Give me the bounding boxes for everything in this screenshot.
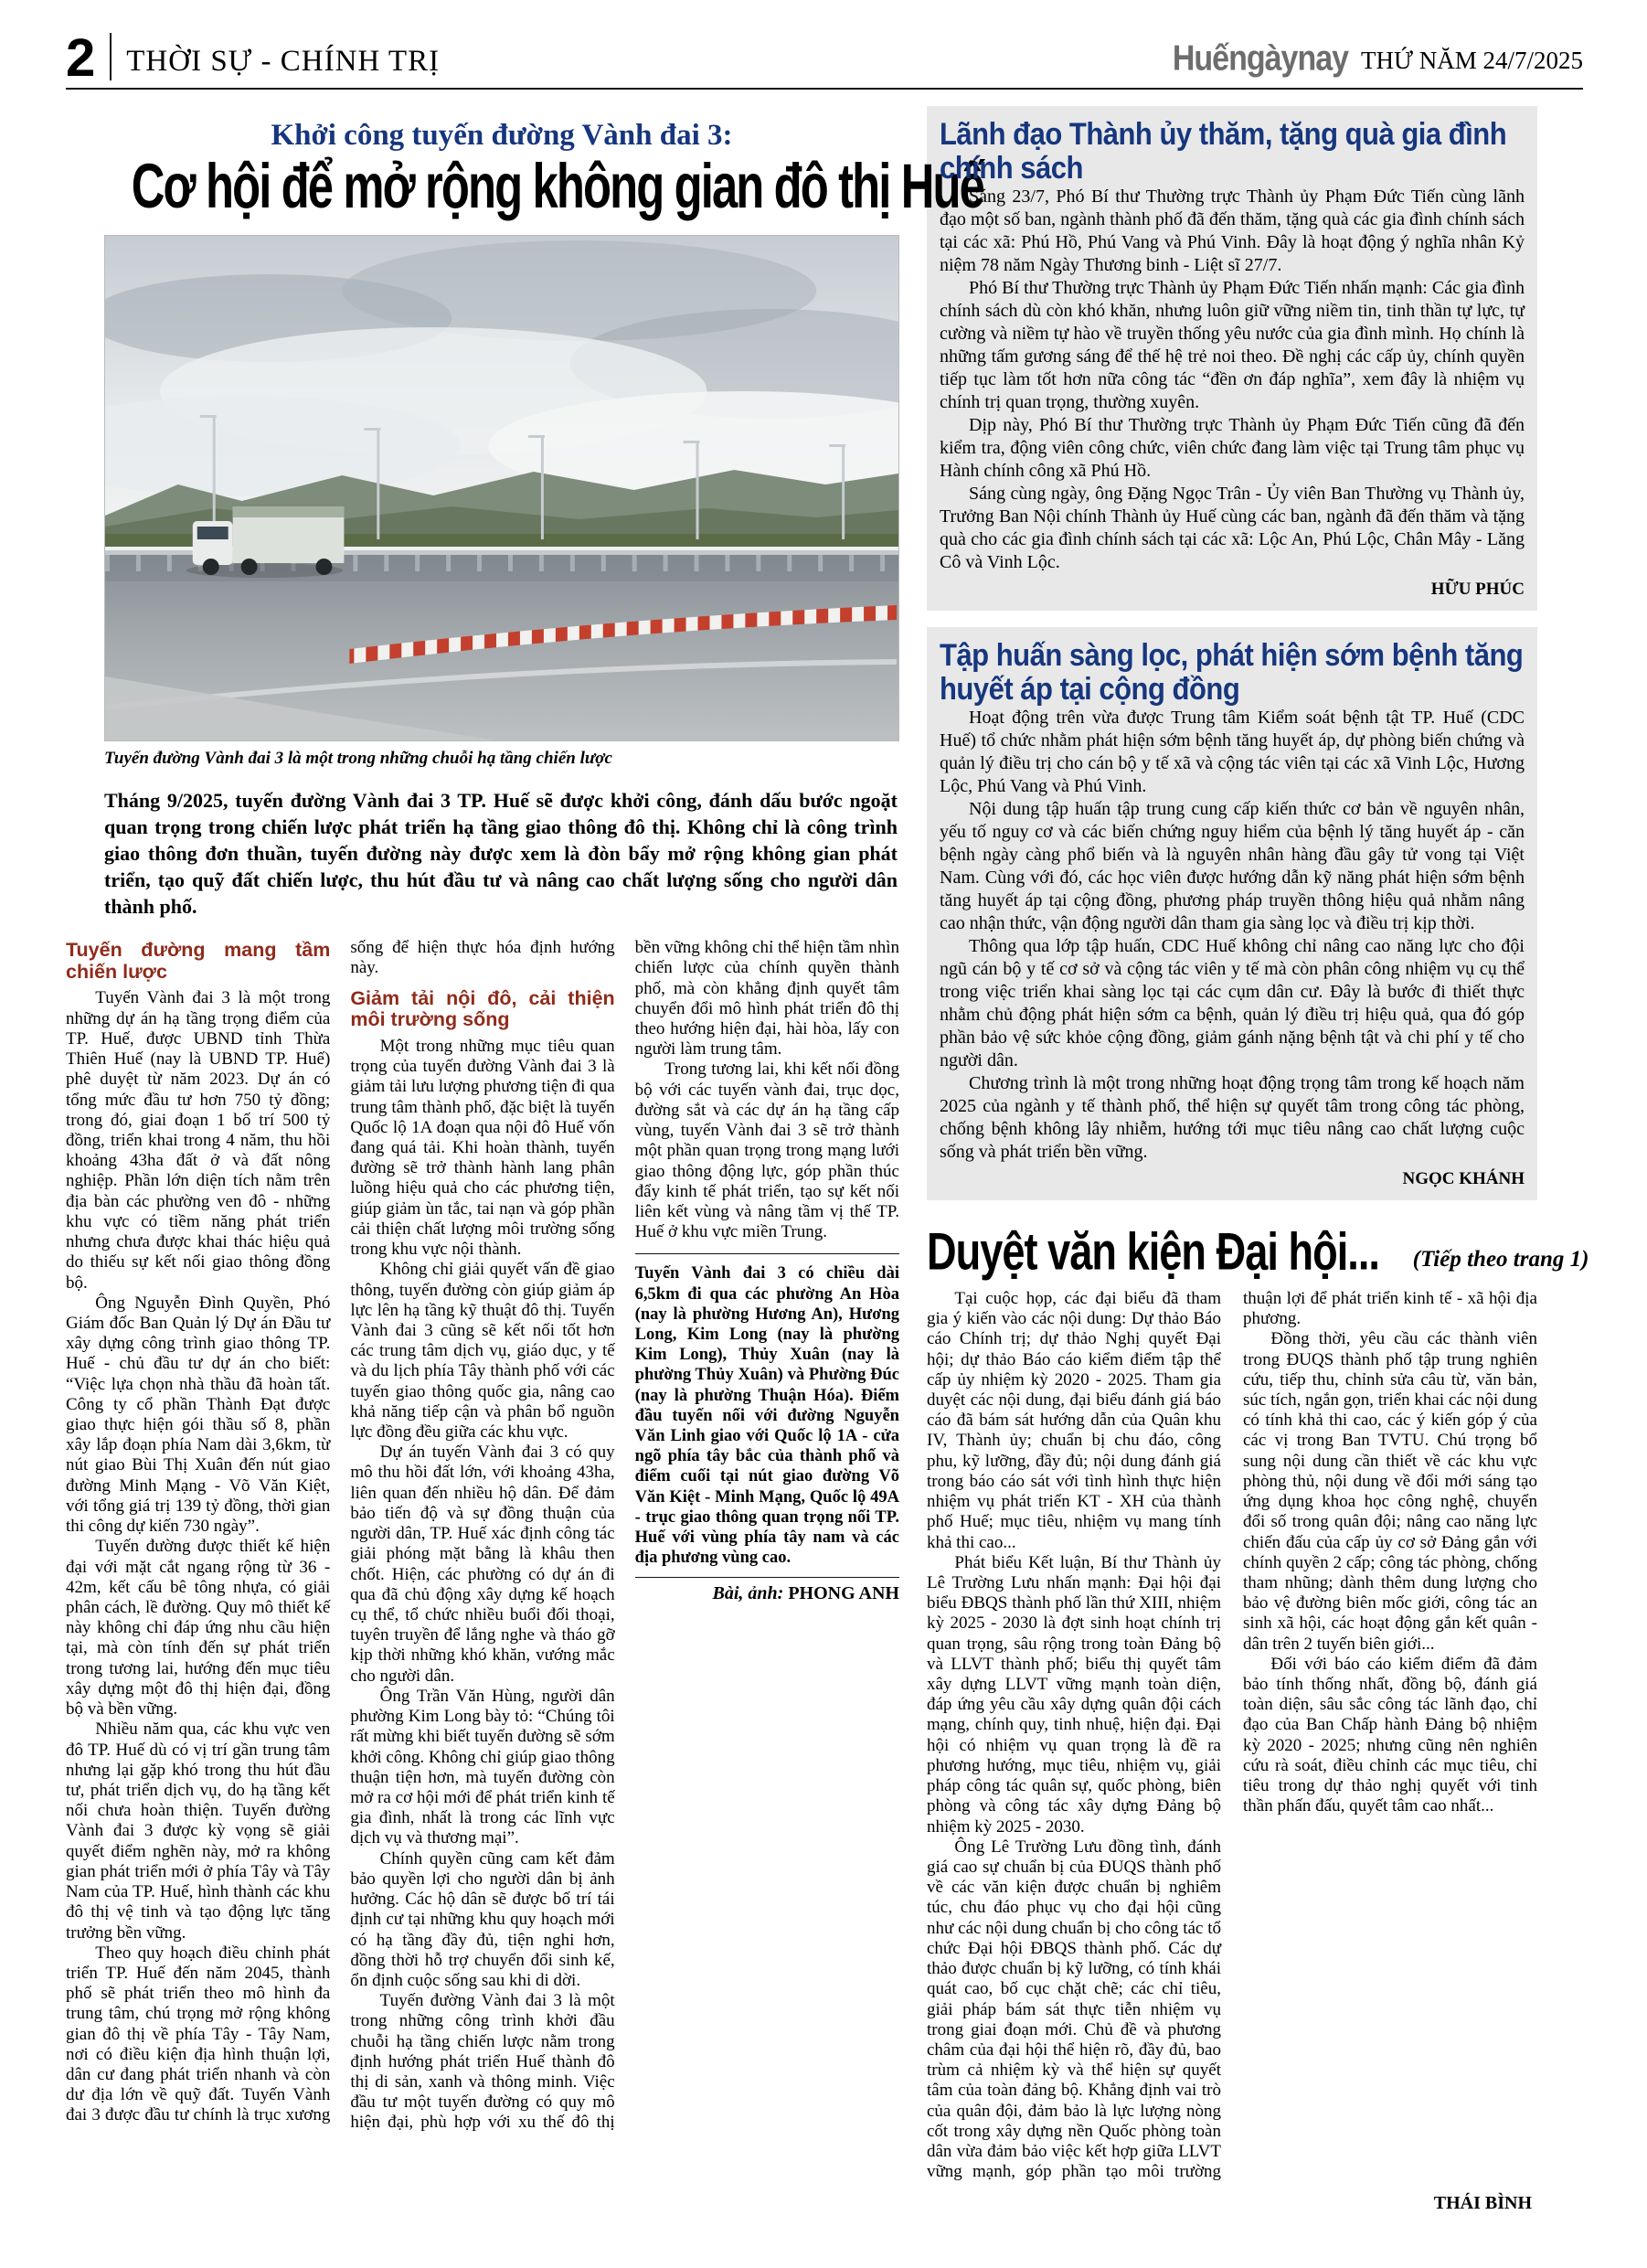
- continued-article-title: Duyệt văn kiện Đại hội...: [927, 1221, 1380, 1281]
- page-header: [66, 27, 1583, 90]
- right-rail: [927, 106, 1589, 2214]
- news-brief-2-title: Tập huấn sàng lọc, phát hiện sớm bệnh tăng huyết áp tại cộng đồng: [940, 636, 1524, 708]
- article-subhead-1: Tuyến đường mang tầm chiến lược: [66, 939, 331, 983]
- news-brief-1-title: Lãnh đạo Thành ủy thăm, tặng quà gia đình chính sách: [940, 115, 1507, 186]
- article-body: [66, 938, 899, 2149]
- news-brief-1: [927, 106, 1537, 611]
- news-brief-2: [927, 627, 1537, 1200]
- masthead-logo: Huếngàynay: [1172, 38, 1349, 79]
- route-fact-box: Tuyến Vành đai 3 có chiều dài 6,5km đi qua các phường An Hòa (nay là phường Hương An), Hương Long, Kim Long (nay là phường Kim Long), Thủy Xuân (nay là phường Thủy Xuân) và Phường Đúc (nay là phường Thuận Hóa). Điểm đầu tuyến nối với đường Nguyễn Văn Linh giao với Quốc lộ 1A - cửa ngõ phía tây bắc của thành phố và điểm cuối tại nút giao đường Võ Văn Kiệt - Minh Mạng, Quốc lộ 49A - trục giao thông quan trọng nối TP. Huế với vùng phía tây nam và các địa phương vùng cao.: [635, 1253, 899, 1568]
- header-left: [66, 27, 441, 88]
- road-photo: [104, 235, 899, 741]
- continued-article: [927, 1221, 1589, 2214]
- byline-author: PHONG ANH: [788, 1583, 899, 1604]
- article-paragraphs-1: Tuyến Vành đai 3 là một trong những dự án hạ tầng trọng điểm của TP. Huế, được UBND tỉnh Thừa Thiên Huế (nay là UBND TP. Huế) phê duyệt từ năm 2023. Dự án có tổng mức đầu tư hơn 750 tỷ đồng; trong đó, giai đoạn 1 bố trí 500 tỷ đồng, triển khai trong 4 năm, thu hồi khoảng 43ha đất ở và đất nông nghiệp. Phần lớn diện tích nằm trên địa bàn các phường ven đô - những khu vực có tiềm năng phát triển nhưng chưa được khai thác hiệu quả do thiếu sự kết nối giao thông đồng bộ. Ông Nguyễn Đình Quyền, Phó Giám đốc Ban Quản lý Dự án Đầu tư xây dựng công trình giao thông TP. Huế - chủ đầu tư dự án cho biết: “Việc lựa chọn nhà thầu đã hoàn tất. Công ty cổ phần Thành Đạt được giao thực hiện gói thầu số 8, phần xây lắp đoạn phía Nam dài 3,6km, từ nút giao Bùi Thị Xuân đến nút giao đường Minh Mạng - Võ Văn Kiệt, với tổng giá trị 139 tỷ đồng, thời gian thi công dự kiến 730 ngày”. Tuyến đường được thiết kế hiện đại với mặt cắt ngang rộng từ 36 - 42m, kết cấu bê tông nhựa, có giải phân cách, lề đường. Quy mô thiết kế này không chỉ đáp ứng nhu cầu hiện tại, mà còn tính đến sự phát triển trong tương lai, hướng đến mục tiêu xây dựng một đô thị hiện đại, đồng bộ và bền vững. Nhiều năm qua, các khu vực ven đô TP. Huế dù có vị trí gần trung tâm nhưng lại gặp khó trong thu hút đầu tư, phát triển dịch vụ, do hạ tầng kết nối chưa hoàn thiện. Tuyến đường Vành đai 3 được kỳ vọng sẽ giải quyết điểm nghẽn này, mở ra không gian phát triển mới ở phía Tây và Tây Nam của TP. Huế, hình thành các khu đô thị vệ tinh và tạo động lực tăng trưởng bền vững. Theo quy hoạch điều chỉnh phát triển TP. Huế đến năm 2045, thành phố sẽ phát triển theo mô hình đa trung tâm, chú trọng mở rộng không gian đô thị về phía Tây - Tây Nam, nơi có điều kiện địa hình thuận lợi, dân cư đang phát triển nhanh và còn dư địa lớn về quỹ đất. Tuyến Vành đai 3 được đầu tư chính là trục xương sống để hiện thực hóa định hướng này.: [66, 938, 615, 2125]
- continued-from-note: (Tiếp theo trang 1): [1412, 1246, 1589, 1272]
- page-number: 2: [66, 27, 96, 88]
- article-lead: Tháng 9/2025, tuyến đường Vành đai 3 TP. Huế sẽ được khởi công, đánh dấu bước ngoặt quan trọng trong chiến lược phát triển hạ tầng giao thông đô thị. Không chỉ là công trình giao thông đơn thuần, tuyến đường này được xem là đòn bẩy mở rộng không gian phát triển, tạo quỹ đất chiến lược, thu hút đầu tư và nâng cao chất lượng sống cho người dân thành phố.: [104, 789, 898, 919]
- issue-date: THỨ NĂM 24/7/2025: [1361, 47, 1583, 74]
- article-paragraphs-2: Một trong những mục tiêu quan trọng của tuyến đường Vành đai 3 là giảm tải lưu lượng phương tiện đi qua trung tâm thành phố, đặc biệt là tuyến Quốc lộ 1A đoạn qua nội đô Huế vốn đang quá tải. Khi hoàn thành, tuyến đường sẽ trở thành hành lang phân luồng hiệu quả cho các phương tiện, giúp giảm ùn tắc, tai nạn và góp phần cải thiện chất lượng môi trường sống trong khu vực nội thành. Không chỉ giải quyết vấn đề giao thông, tuyến đường còn giúp giảm áp lực lên hạ tầng kỹ thuật đô thị. Tuyến Vành đai 3 cũng sẽ kết nối tốt hơn các trung tâm dịch vụ, giáo dục, y tế và du lịch phía Tây thành phố với các tuyến giao thông quốc gia, nâng cao khả năng tiếp cận và phân bổ nguồn lực đồng đều giữa các khu vực. Dự án tuyến Vành đai 3 có quy mô thu hồi đất lớn, với khoảng 43ha, liên quan đến nhiều hộ dân. Để đảm bảo tiến độ và sự đồng thuận của người dân, TP. Huế xác định công tác giải phóng mặt bằng là khâu then chốt. Hiện, các phường có dự án đi qua đã chủ động xây dựng kế hoạch cụ thể, tổ chức nhiều buổi đối thoại, tuyên truyền để lắng nghe và tháo gỡ kịp thời những khó khăn, vướng mắc cho người dân. Ông Trần Văn Hùng, người dân phường Kim Long bày tỏ: “Chúng tôi rất mừng khi biết tuyến đường sẽ sớm khởi công. Không chỉ giúp giao thông thuận tiện hơn, mà tuyến đường còn mở ra cơ hội mới để phát triển kinh tế gia đình, nhất là trong các lĩnh vực dịch vụ và thương mại”. Chính quyền cũng cam kết đảm bảo quyền lợi cho người dân bị ảnh hưởng. Các hộ dân sẽ được bố trí tái định cư tại những khu quy hoạch mới có hạ tầng đầy đủ, tiện nghi hơn, đồng thời hỗ trợ chuyển đổi sinh kế, ổn định cuộc sống sau khi di dời. Tuyến đường Vành đai 3 là một trong những công trình khởi đầu chuỗi hạ tầng chiến lược nằm trong định hướng phát triển Huế thành đô thị di sản, xanh và thông minh. Việc đầu tư một tuyến đường có quy mô hiện đại, phù hợp với xu thế đô thị bền vững không chỉ thể hiện tầm nhìn chiến lược của chính quyền thành phố, mà còn khẳng định quyết tâm chuyển đổi mô hình phát triển đô thị theo hướng hiện đại, hài hòa, lấy con người làm trung tâm. Trong tương lai, khi kết nối đồng bộ với các tuyến vành đai, trục dọc, đường sắt và các dự án hạ tầng cấp vùng, tuyến Vành đai 3 sẽ trở thành một phần quan trọng trong mạng lưới giao thông động lực, góp phần thúc đẩy kinh tế phát triển, tạo sự kết nối liên kết vùng và nâng tầm vị thế TP. Huế ở khu vực miền Trung.: [350, 938, 899, 2133]
- news-brief-1-body: Sáng 23/7, Phó Bí thư Thường trực Thành ủy Phạm Đức Tiến cùng lãnh đạo một số ban, ngành thành phố đã đến thăm, tặng quà các gia đình chính sách tại các xã: Phú Hồ, Phú Vang và Phú Vinh. Đây là hoạt động ý nghĩa nhân Kỷ niệm 78 năm Ngày Thương binh - Liệt sĩ 27/7. Phó Bí thư Thường trực Thành ủy Phạm Đức Tiến nhấn mạnh: Các gia đình chính sách dù còn khó khăn, nhưng luôn giữ vững niềm tin, tinh thần tự lực, tự cường và niềm tự hào về truyền thống yêu nước của gia đình mình. Họ chính là những tấm gương sáng để thế hệ trẻ noi theo. Đề nghị các cấp ủy, chính quyền tiếp tục làm tốt hơn nữa công tác “đền ơn đáp nghĩa”, xem đây là nhiệm vụ chính trị quan trọng, thường xuyên. Dịp này, Phó Bí thư Thường trực Thành ủy Phạm Đức Tiến cũng đã đến kiểm tra, động viên công chức, viên chức đang làm việc tại Trung tâm phục vụ Hành chính công xã Phú Hồ. Sáng cùng ngày, ông Đặng Ngọc Trân - Ủy viên Ban Thường vụ Thành ủy, Trưởng Ban Nội chính Thành ủy Huế cùng các ban, ngành đã đến thăm và tặng quà cho các gia đình chính sách tại các xã: Lộc An, Phú Lộc, Chân Mây - Lăng Cô và Vinh Lộc.: [940, 186, 1525, 572]
- article-kicker: Khởi công tuyến đường Vành đai 3:: [271, 119, 733, 152]
- continued-article-header: [927, 1221, 1589, 1281]
- news-brief-2-byline: NGỌC KHÁNH: [1402, 1168, 1525, 1188]
- news-brief-2-body: Hoạt động trên vừa được Trung tâm Kiểm soát bệnh tật TP. Huế (CDC Huế) tổ chức nhằm phát hiện sớm bệnh tăng huyết áp, dự phòng biến chứng và quản lý điều trị cho cán bộ y tế xã và cộng tác viên tại các xã Vinh Lộc, Hương Lộc, Phú Vang và Phú Vinh. Nội dung tập huấn tập trung cung cấp kiến thức cơ bản về nguyên nhân, yếu tố nguy cơ và các biến chứng nguy hiểm của bệnh lý tăng huyết áp - căn bệnh ngày càng phổ biến và là nguyên nhân hàng đầu gây tử vong tại Việt Nam. Cùng với đó, các học viên được hướng dẫn kỹ năng phát hiện sớm bệnh tăng huyết áp tại cộng đồng, phương pháp truyền thông hiệu quả nhằm nâng cao nhận thức, vận động người dân tham gia sàng lọc và điều trị kịp thời. Thông qua lớp tập huấn, CDC Huế không chỉ nâng cao năng lực cho đội ngũ cán bộ y tế cơ sở và cộng tác viên y tế mà còn phân công nhiệm vụ cụ thể trong việc triển khai sàng lọc tại các cụm dân cư. Đây là bước đi thiết thực nhằm chủ động phát hiện sớm ca bệnh, quản lý điều trị hiệu quả, qua đó góp phần bảo vệ sức khỏe cộng đồng, giảm gánh nặng bệnh tật và chi phí y tế cho người dân. Chương trình là một trong những hoạt động trọng tâm trong kế hoạch năm 2025 của ngành y tế thành phố, thể hiện sự quyết tâm trong công tác phòng, chống bệnh không lây nhiễm, hướng tới mục tiêu nâng cao chất lượng cuộc sống và phát triển bền vững.: [940, 707, 1525, 1162]
- header-right: [1172, 38, 1583, 80]
- article-subhead-2: Giảm tải nội đô, cải thiện môi trường sống: [350, 986, 615, 1031]
- news-brief-1-byline: HỮU PHÚC: [1430, 579, 1525, 599]
- header-divider: [110, 33, 112, 80]
- section-title: THỜI SỰ - CHÍNH TRỊ: [126, 45, 441, 78]
- main-article: [66, 106, 983, 2214]
- photo-caption: Tuyến đường Vành đai 3 là một trong những chuỗi hạ tầng chiến lược: [104, 749, 612, 768]
- article-byline: [635, 1577, 899, 1604]
- article-headline: [104, 151, 983, 222]
- article-headline-text: Cơ hội để mở rộng không gian đô thị Huế: [131, 151, 983, 222]
- article-figure: [104, 235, 899, 769]
- page-content: [66, 106, 1589, 2214]
- byline-label: Bài, ảnh:: [712, 1583, 784, 1604]
- continued-article-body: Tại cuộc họp, các đại biểu đã tham gia ý kiến vào các nội dung: Dự thảo Báo cáo Chính trị; dự thảo Nghị quyết Đại hội; dự thảo Báo cáo kiểm điểm tập thể cấp ủy nhiệm kỳ 2020 - 2025. Tham gia duyệt các nội dung, đại biểu đánh giá báo cáo đã bám sát hướng dẫn của Quân khu IV, Thành ủy; chuẩn bị chu đáo, công phu, kỹ lưỡng, đầy đủ; nội dung đánh giá trong báo cáo sát với tình hình thực hiện nhiệm vụ phát triển KT - XH của thành phố Huế; mục tiêu, nhiệm vụ mang tính khả thi cao... Phát biểu Kết luận, Bí thư Thành ủy Lê Trường Lưu nhấn mạnh: Đại hội đại biểu ĐBQS thành phố lần thứ XIII, nhiệm kỳ 2025 - 2030 là đợt sinh hoạt chính trị quan trọng, sâu rộng trong toàn Đảng bộ và LLVT thành phố; biểu thị quyết tâm xây dựng LLVT vững mạnh toàn diện, đáp ứng yêu cầu xây dựng quân đội cách mạng, chính quy, tinh nhuệ, hiện đại. Đại hội có nhiệm vụ quan trọng là đề ra phương hướng, mục tiêu, nhiệm vụ, giải pháp công tác quân sự, quốc phòng, biên phòng và công tác xây dựng Đảng bộ nhiệm kỳ 2025 - 2030. Ông Lê Trường Lưu đồng tình, đánh giá cao sự chuẩn bị của ĐUQS thành phố về các văn kiện được chuẩn bị nghiêm túc, chu đáo phục vụ cho đại hội cũng như các nội dung chuẩn bị cho công tác tổ chức Đại hội ĐBQS thành phố. Các dự thảo được chuẩn bị kỹ lưỡng, có tính khái quát cao, bố cục chặt chẽ; các chỉ tiêu, giải pháp bám sát thực tiễn nhiệm vụ trong giai đoạn mới. Chủ đề và phương châm của đại hội thể hiện rõ, đầy đủ, bao trùm cả nhiệm kỳ và thể hiện sự quyết tâm của toàn đảng bộ. Khẳng định vai trò của quân đội, đảm bảo là lực lượng nòng cốt trong xây dựng nền Quốc phòng toàn dân vừa đảm bảo việc kết hợp giữa LLVT vững mạnh, góp phần tạo môi trường thuận lợi để phát triển kinh tế - xã hội địa phương. Đồng thời, yêu cầu các thành viên trong ĐUQS thành phố tập trung nghiên cứu, tiếp thu, chỉnh sửa câu từ, văn bản, súc tích, ngắn gọn, triển khai các nội dung có tính khả thi cao, các ý kiến góp ý của các vị trong Ban TVTU. Chú trọng bổ sung nội dung cần thiết về các khu vực phòng thủ, nội dung về đổi mới sáng tạo ứng dụng khoa học công nghệ, chuyển đổi số trong quân đội; nâng cao năng lực chiến đấu của cấp ủy cơ sở Đảng gắn với chính quyền 2 cấp; công tác phòng, chống tham nhũng; dành thêm dung lượng cho bảo vệ đường biên mốc giới, công tác an sinh xã hội, các hoạt động gắn kết quân - dân trên 2 tuyến biên giới... Đối với báo cáo kiểm điểm đã đảm bảo tính thống nhất, đồng bộ, đánh giá toàn diện, sâu sắc công tác lãnh đạo, chỉ đạo của Ban Chấp hành Đảng bộ nhiệm kỳ 2020 - 2025; nhưng cũng nên nghiên cứu rà soát, điều chỉnh các mục tiêu, chỉ tiêu trong dự thảo nghị quyết với tinh thần phấn đấu, quyết tâm cao nhất...: [927, 1288, 1537, 2182]
- main-article-top: [66, 119, 983, 920]
- continued-article-byline: THÁI BÌNH: [1433, 2192, 1532, 2213]
